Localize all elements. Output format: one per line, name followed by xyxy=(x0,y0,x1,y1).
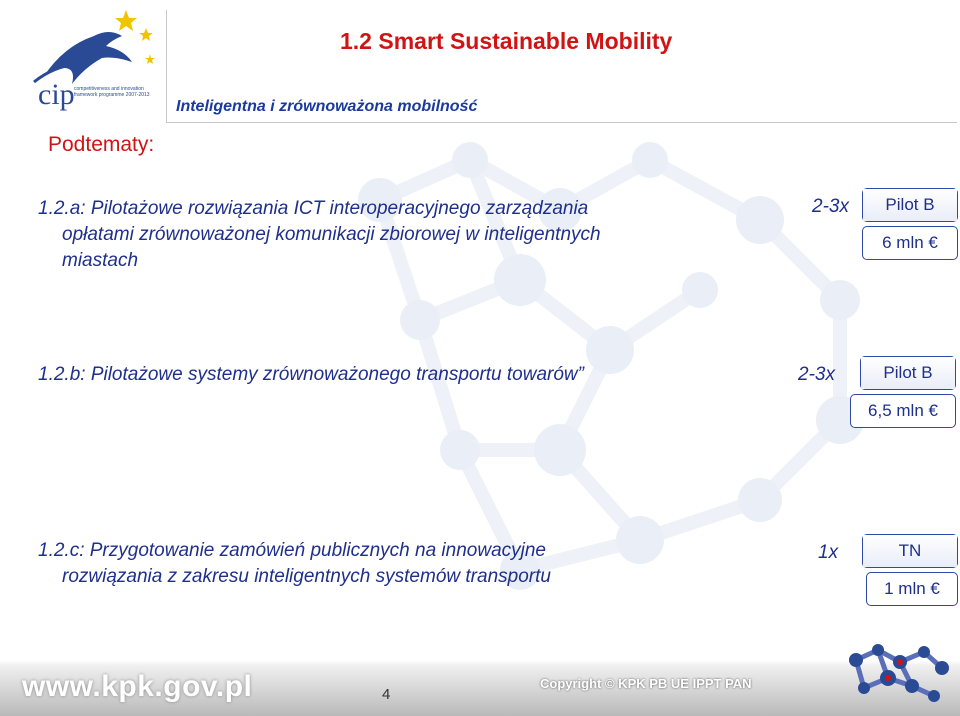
topic-b-line1: 1.2.b: Pilotażowe systemy zrównoważonego transportu towarów” xyxy=(38,364,584,385)
topic-c-line1: 1.2.c: Przygotowanie zamówień publicznych na innowacyjne xyxy=(38,540,546,561)
topic-b-budget-box xyxy=(850,394,956,428)
topic-c-budget-box xyxy=(866,572,958,606)
topic-c-budget: 1 mln € xyxy=(884,579,940,598)
topic-a-budget-box xyxy=(862,226,958,260)
topic-c-type: TN xyxy=(863,535,957,567)
topic-b-info-box xyxy=(860,356,956,390)
page-title: 1.2 Smart Sustainable Mobility xyxy=(340,28,673,54)
topic-a-line2: opłatami zrównoważonej komunikacji zbiorowej w inteligentnych xyxy=(62,224,601,245)
topic-a-multiplier: 2-3x xyxy=(812,196,849,217)
topic-b-multiplier: 2-3x xyxy=(798,364,835,385)
topic-c-info-box xyxy=(862,534,958,568)
logo-tagline: competitiveness and innovation framework programme 2007-2013 xyxy=(74,86,150,98)
page-subtitle: Inteligentna i zrównoważona mobilność xyxy=(176,98,478,115)
topic-a-line3: miastach xyxy=(62,250,139,271)
topic-b-budget: 6,5 mln € xyxy=(868,401,938,420)
kpk-network-logo-icon xyxy=(838,638,956,712)
footer-url-link[interactable]: www.kpk.gov.pl xyxy=(22,670,253,703)
topic-a-budget: 6 mln € xyxy=(882,233,938,252)
topic-a xyxy=(38,196,601,274)
topic-b-type: Pilot B xyxy=(861,357,955,389)
page-number: 4 xyxy=(382,686,391,703)
topic-c xyxy=(38,538,551,590)
subtopics-label: Podtematy: xyxy=(48,133,155,156)
cip-logo xyxy=(14,6,164,118)
logo-cip-text: cip xyxy=(38,78,75,111)
topic-c-multiplier: 1x xyxy=(818,542,839,563)
topic-a-info-box xyxy=(862,188,958,222)
topic-a-type: Pilot B xyxy=(863,189,957,221)
topic-c-line2: rozwiązania z zakresu inteligentnych systemów transportu xyxy=(62,566,551,587)
topic-a-line1: 1.2.a: Pilotażowe rozwiązania ICT interoperacyjnego zarządzania xyxy=(38,198,589,219)
footer-copyright: Copyright © KPK PB UE IPPT PAN xyxy=(540,676,752,691)
topic-b xyxy=(38,362,584,388)
